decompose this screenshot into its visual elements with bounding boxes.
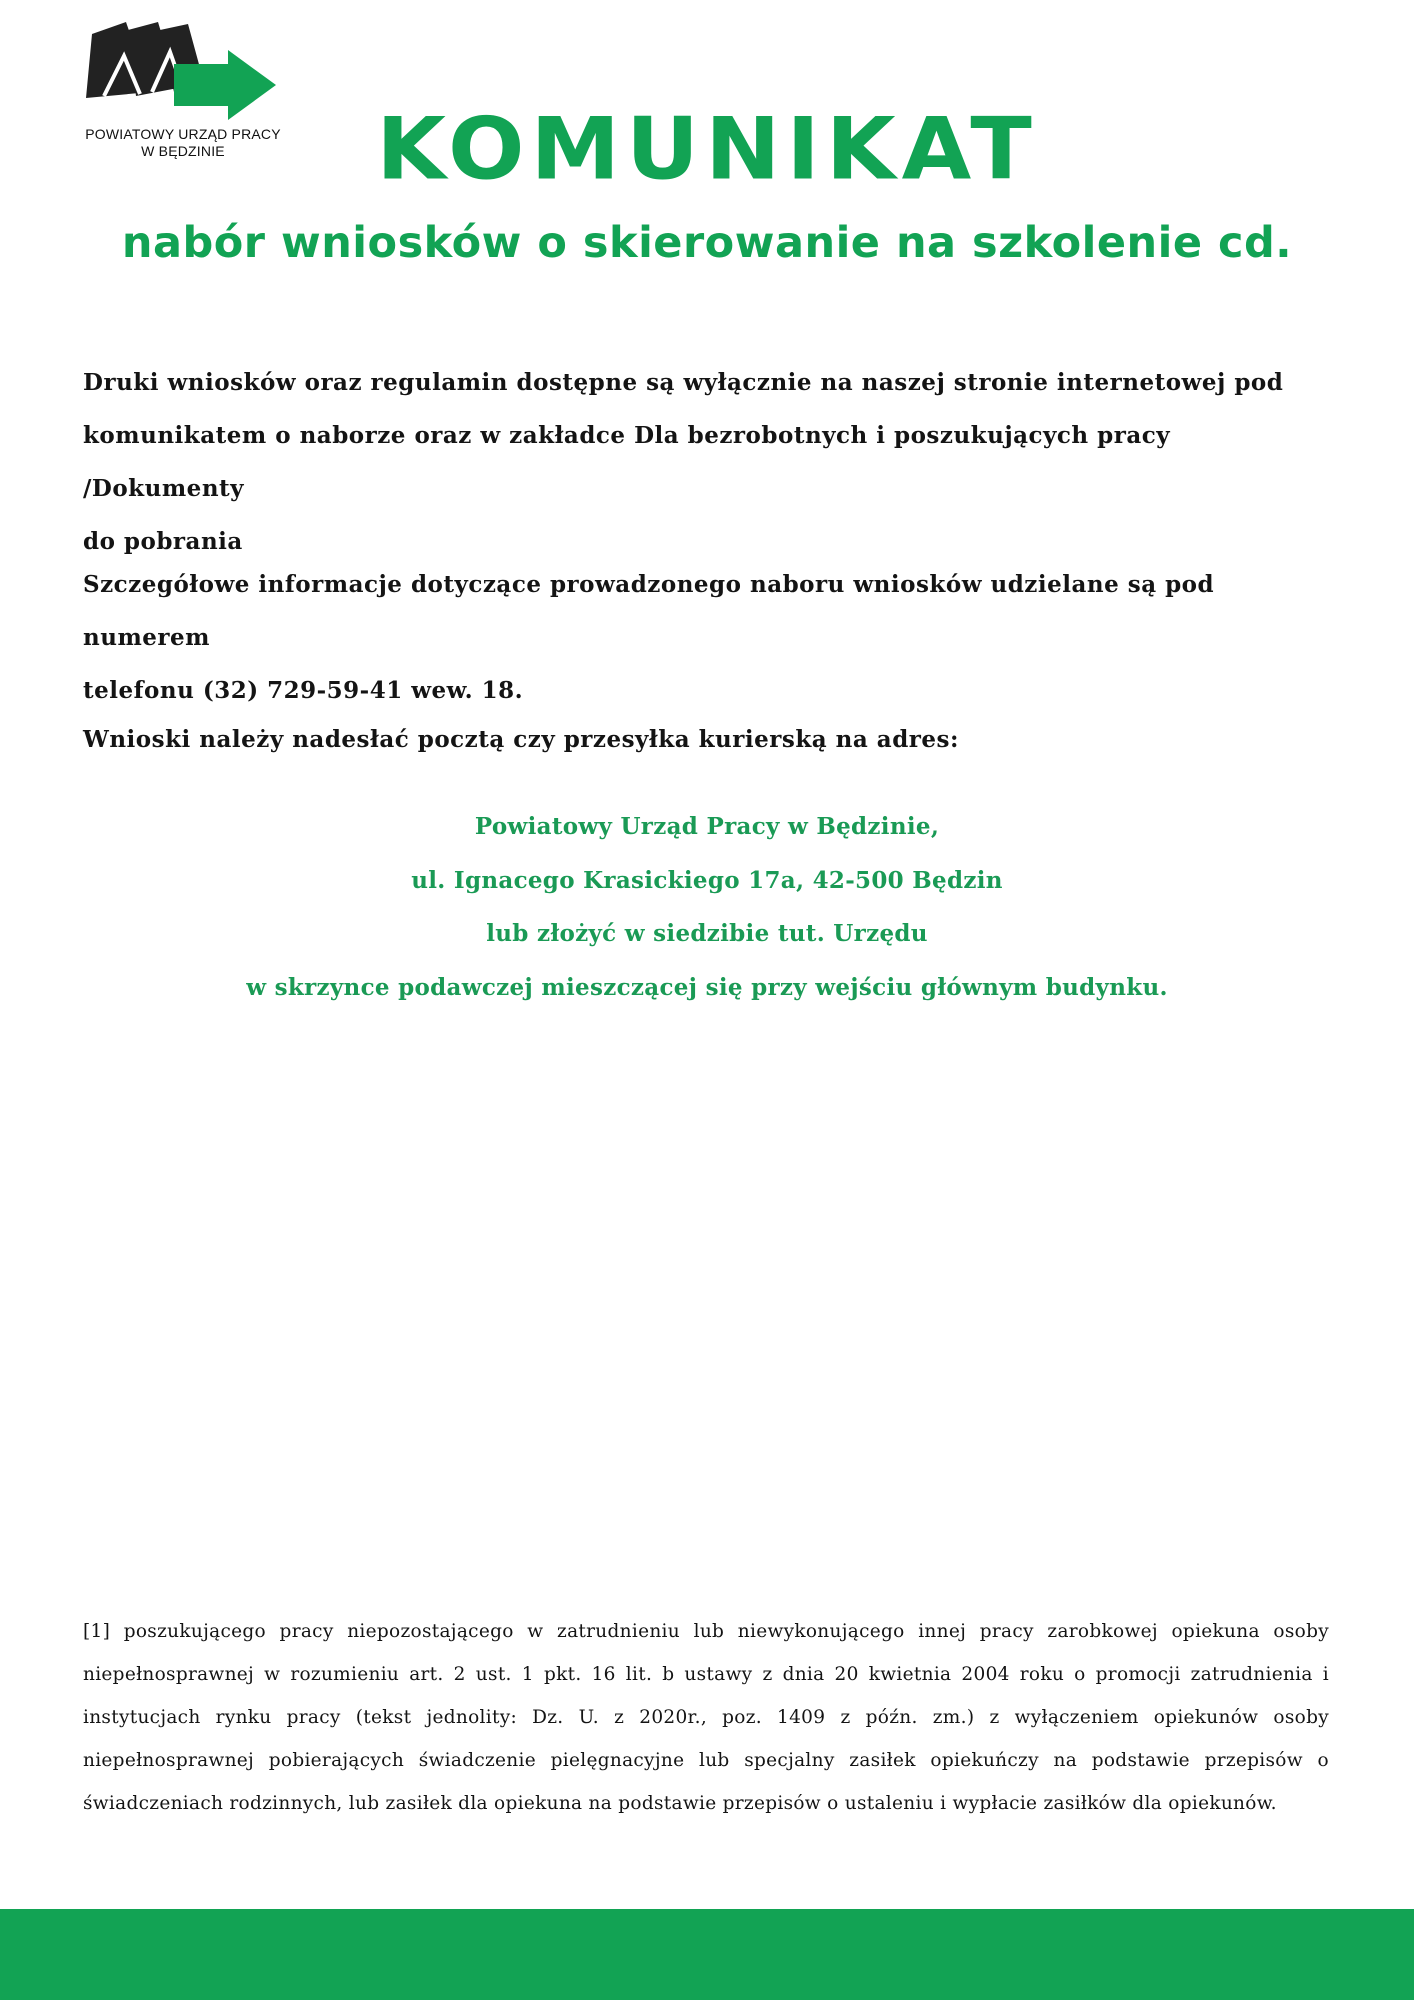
paragraph-line: Druki wniosków oraz regulamin dostępne są wyłącznie na naszej stronie internetowej pod — [83, 369, 1284, 396]
address-block — [0, 800, 1414, 1014]
page-title: KOMUNIKAT — [376, 99, 1038, 200]
paragraph-line: Szczegółowe informacje dotyczące prowadzonego naboru wniosków udzielane są pod numerem — [83, 571, 1215, 651]
paragraph-line: telefonu (32) 729-59-41 wew. 18. — [83, 677, 524, 704]
address-line: lub złożyć w siedzibie tut. Urzędu — [486, 920, 928, 947]
address-line: ul. Ignacego Krasickiego 17a, 42-500 Będzin — [411, 866, 1003, 894]
logo-line-1: POWIATOWY URZĄD PRACY — [85, 126, 281, 142]
paragraph-line: komunikatem o naborze oraz w zakładce Dla bezrobotnych i poszukujących pracy /Dokumenty — [83, 422, 1171, 502]
paragraph-documents-info — [83, 356, 1333, 568]
address-line: Powiatowy Urząd Pracy w Będzinie, — [474, 813, 940, 840]
paragraph-contact-info — [83, 558, 1333, 717]
logo-line-2: W BĘDZINIE — [141, 143, 225, 159]
footnote: [1] poszukującego pracy niepozostającego w zatrudnieniu lub niewykonującego innej pracy zarobkowej opiekuna osoby niepełnosprawnej w rozumieniu art. 2 ust. 1 pkt. 16 lit. b ustawy z dnia 20 kwietnia 2004 roku o promocji zatrudnienia i instytucjach rynku pracy (tekst jednolity: Dz. U. z 2020r., poz. 1409 z późn. zm.) z wyłączeniem opiekunów osoby niepełnosprawnej pobierających świadczenie pielęgnacyjne lub specjalny zasiłek opiekuńczy na podstawie przepisów o świadczeniach rodzinnych, lub zasiłek dla opiekuna na podstawie przepisów o ustaleniu i wypłacie zasiłków dla opiekunów. — [83, 1621, 1329, 1814]
paragraph-submission-info: Wnioski należy nadesłać pocztą czy przesyłka kurierską na adres: — [83, 726, 959, 753]
footer-band — [0, 1909, 1414, 2000]
paragraph-line: do pobrania — [83, 528, 243, 555]
address-line: w skrzynce podawczej mieszczącej się przy wejściu głównym budynku. — [246, 973, 1168, 1001]
page-subtitle: nabór wniosków o skierowanie na szkolenie cd. — [121, 218, 1293, 268]
